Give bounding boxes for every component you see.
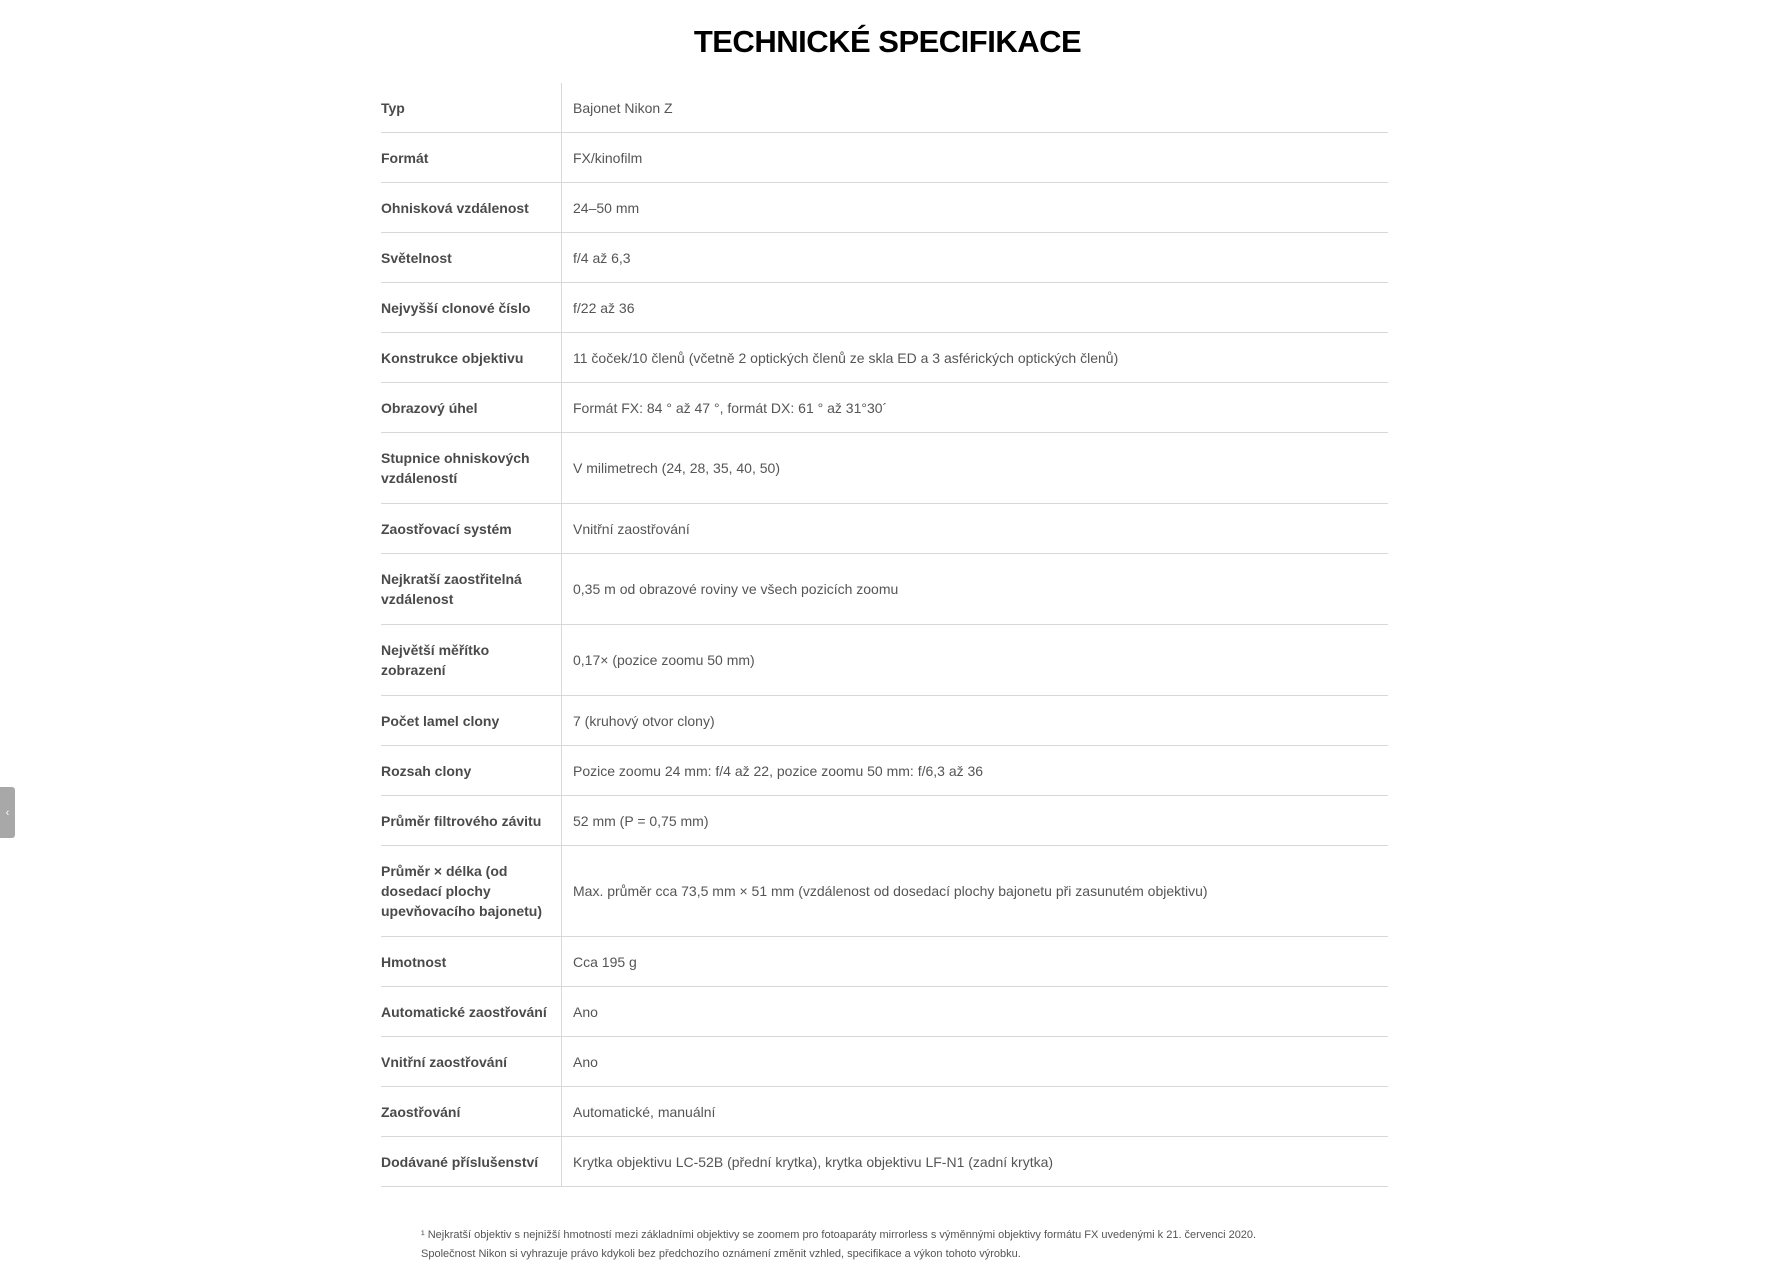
footnote-1: ¹ Nejkratší objektiv s nejnižší hmotností mezi základními objektivy se zoomem pro fotoaparáty mirrorless s výměnnými objektivy formátu FX uvedenými k 21. červenci 2020. — [421, 1229, 1257, 1241]
spec-value: 7 (kruhový otvor clony) — [561, 696, 1388, 745]
spec-value: f/4 až 6,3 — [561, 233, 1388, 282]
spec-label: Největší měřítko zobrazení — [381, 642, 490, 678]
spec-label: Zaostřovací systém — [381, 520, 512, 537]
spec-label: Typ — [381, 99, 405, 116]
spec-label: Světelnost — [381, 249, 452, 266]
spec-row — [381, 333, 1388, 383]
spec-table — [381, 83, 1388, 1187]
spec-value: 11 čoček/10 členů (včetně 2 optických členů ze skla ED a 3 asférických optických členů) — [561, 333, 1388, 382]
spec-row — [381, 846, 1388, 937]
spec-value: 0,35 m od obrazové roviny ve všech pozicích zoomu — [561, 554, 1388, 624]
spec-row — [381, 183, 1388, 233]
spec-value: Pozice zoomu 24 mm: f/4 až 22, pozice zoomu 50 mm: f/6,3 až 36 — [561, 746, 1388, 795]
spec-value: Ano — [561, 1037, 1388, 1086]
spec-label: Dodávané příslušenství — [381, 1153, 539, 1170]
spec-label: Průměr × délka (od dosedací plochy upevňovacího bajonetu) — [381, 863, 543, 919]
spec-row — [381, 233, 1388, 283]
spec-value: 0,17× (pozice zoomu 50 mm) — [561, 625, 1388, 695]
spec-value: f/22 až 36 — [561, 283, 1388, 332]
spec-row — [381, 987, 1388, 1037]
spec-label: Průměr filtrového závitu — [381, 812, 542, 829]
spec-row — [381, 746, 1388, 796]
footnote-2: Společnost Nikon si vyhrazuje právo kdykoli bez předchozího oznámení změnit vzhled, specifikace a výkon tohoto výrobku. — [421, 1248, 1021, 1260]
spec-value: Vnitřní zaostřování — [561, 504, 1388, 553]
spec-row — [381, 796, 1388, 846]
spec-row — [381, 433, 1388, 504]
spec-value: V milimetrech (24, 28, 35, 40, 50) — [561, 433, 1388, 503]
spec-row — [381, 504, 1388, 554]
spec-row — [381, 554, 1388, 625]
spec-label: Počet lamel clony — [381, 712, 500, 729]
spec-label: Rozsah clony — [381, 762, 472, 779]
spec-value: Cca 195 g — [561, 937, 1388, 986]
spec-value: Bajonet Nikon Z — [561, 83, 1388, 132]
spec-row — [381, 696, 1388, 746]
spec-row — [381, 1037, 1388, 1087]
spec-value: Automatické, manuální — [561, 1087, 1388, 1136]
spec-row — [381, 283, 1388, 333]
spec-value: 24–50 mm — [561, 183, 1388, 232]
spec-row — [381, 83, 1388, 133]
spec-value: Formát FX: 84 ° až 47 °, formát DX: 61 ° až 31°30´ — [561, 383, 1388, 432]
spec-label: Zaostřování — [381, 1103, 461, 1120]
spec-label: Hmotnost — [381, 953, 447, 970]
spec-label: Vnitřní zaostřování — [381, 1053, 508, 1070]
spec-value: Krytka objektivu LC-52B (přední krytka), krytka objektivu LF-N1 (zadní krytka) — [561, 1137, 1388, 1186]
spec-label: Nejkratší zaostřitelná vzdálenost — [381, 571, 522, 607]
page-title: TECHNICKÉ SPECIFIKACE — [693, 24, 1082, 59]
spec-label: Automatické zaostřování — [381, 1003, 547, 1020]
spec-row — [381, 1087, 1388, 1137]
footnotes — [421, 1226, 1256, 1264]
spec-label: Stupnice ohniskových vzdáleností — [381, 450, 530, 486]
spec-row — [381, 625, 1388, 696]
spec-label: Obrazový úhel — [381, 399, 478, 416]
spec-value: FX/kinofilm — [561, 133, 1388, 182]
spec-row — [381, 1137, 1388, 1187]
spec-row — [381, 937, 1388, 987]
spec-value: 52 mm (P = 0,75 mm) — [561, 796, 1388, 845]
spec-row — [381, 383, 1388, 433]
spec-label: Ohnisková vzdálenost — [381, 199, 529, 216]
spec-label: Formát — [381, 149, 429, 166]
spec-value: Ano — [561, 987, 1388, 1036]
spec-label: Nejvyšší clonové číslo — [381, 299, 531, 316]
spec-label: Konstrukce objektivu — [381, 349, 524, 366]
chevron-left-icon: ‹ — [5, 806, 10, 819]
spec-row — [381, 133, 1388, 183]
spec-value: Max. průměr cca 73,5 mm × 51 mm (vzdálenost od dosedací plochy bajonetu při zasunutém objektivu) — [561, 846, 1388, 936]
side-tab-button[interactable] — [0, 787, 15, 838]
